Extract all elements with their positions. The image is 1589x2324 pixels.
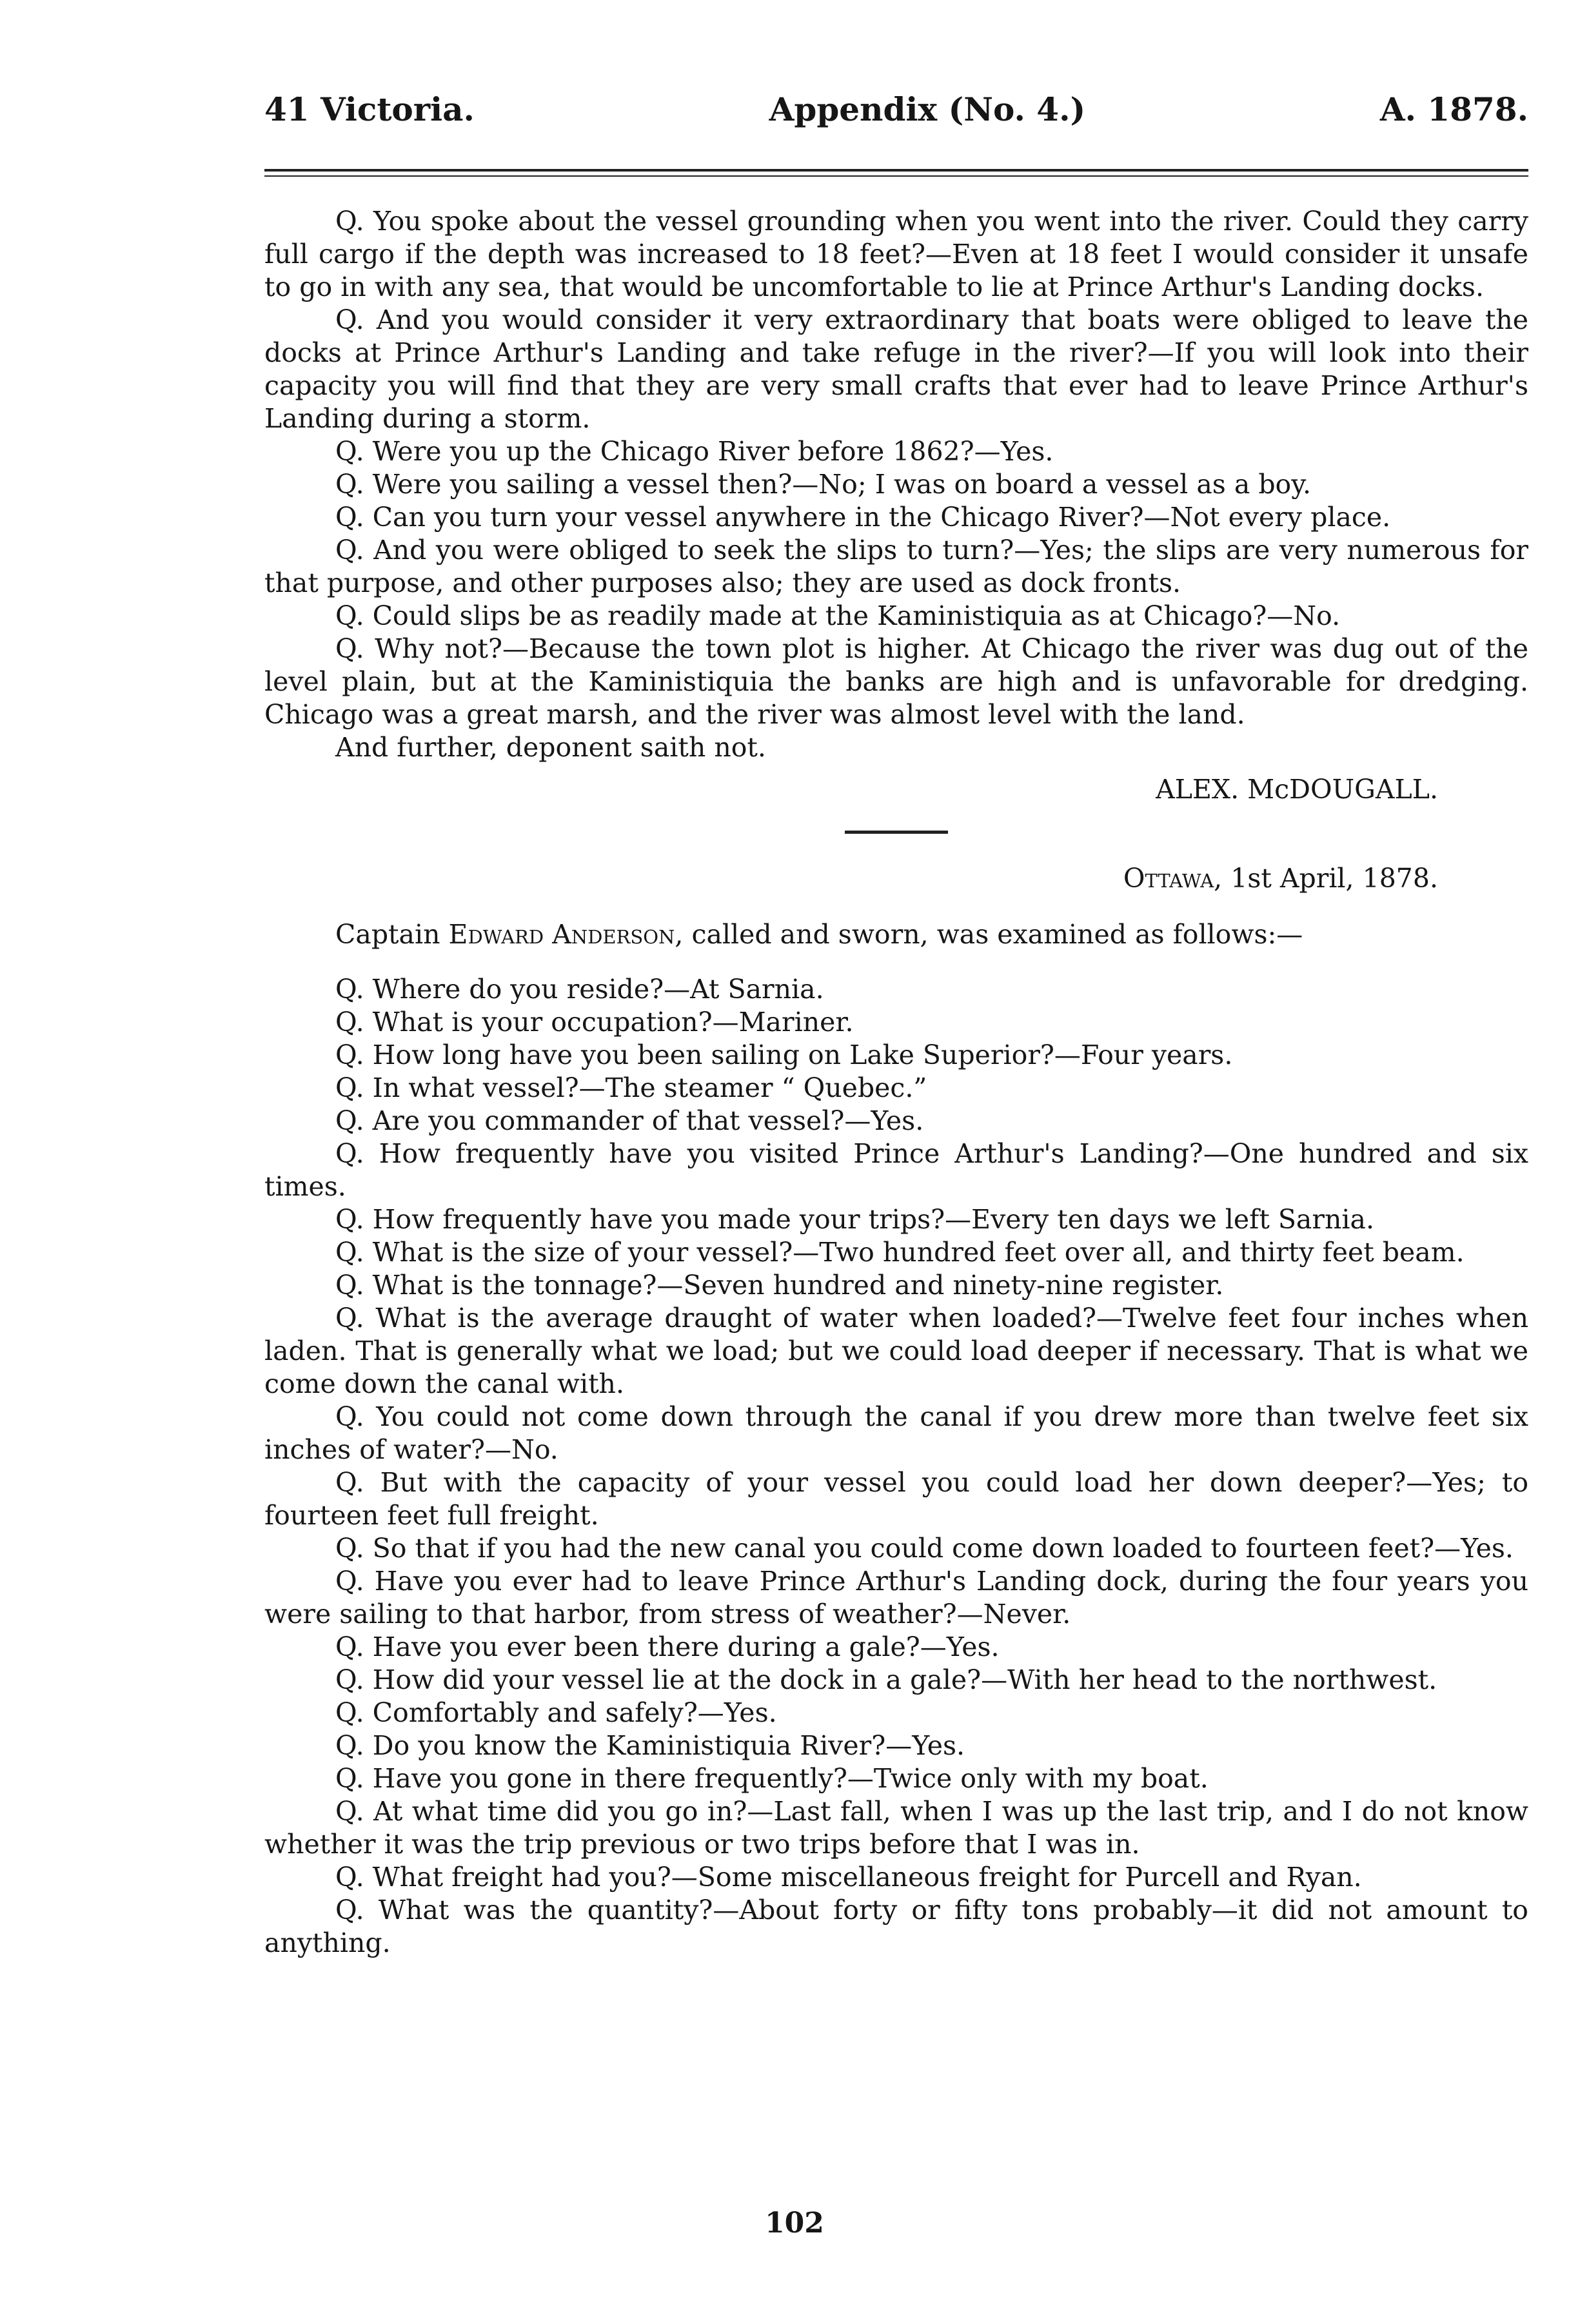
testimony-paragraph: Q. And you would consider it very extraordinary that boats were obliged to leave the docks at Prince Arthur's Landing and take refuge in the river?—If you will look into their capacity you will find that they are very small crafts that ever had to leave Prince Arthur's Landing during a storm.: [264, 304, 1528, 434]
testimony-paragraph: Q. Were you sailing a vessel then?—No; I was on board a vessel as a boy.: [335, 469, 1311, 500]
testimony-paragraph: Q. How did your vessel lie at the dock in a gale?—With her head to the northwest.: [335, 1664, 1437, 1695]
testimony-paragraph: Q. So that if you had the new canal you could come down loaded to fourteen feet?—Yes.: [335, 1533, 1514, 1564]
header-rule-thin: [264, 175, 1528, 177]
testimony-paragraph: Q. Could slips be as readily made at the Kaministiquia as at Chicago?—No.: [335, 600, 1341, 631]
testimony-paragraph: Q. Have you gone in there frequently?—Twice only with my boat.: [335, 1763, 1209, 1794]
closing-statement: And further, deponent saith not.: [335, 732, 766, 763]
testimony-paragraph: Q. Can you turn your vessel anywhere in the Chicago River?—Not every place.: [335, 502, 1391, 533]
dateline-date: 1st April, 1878.: [1230, 863, 1438, 894]
testimony-paragraph: Q. What is the average draught of water when loaded?—Twelve feet four inches when laden. That is generally what we load; but we could load deeper if necessary. That is what we come down the canal with.: [264, 1303, 1528, 1399]
page-number: 102: [765, 2207, 824, 2240]
witness-name: Edward Anderson,: [448, 919, 684, 950]
dateline: [264, 862, 1438, 895]
testimony-paragraph: Q. Have you ever been there during a gale?—Yes.: [335, 1631, 1000, 1662]
testimony-paragraph: Q. How frequently have you made your trips?—Every ten days we left Sarnia.: [335, 1204, 1374, 1235]
testimony-paragraph: Q. How long have you been sailing on Lake Superior?—Four years.: [335, 1039, 1233, 1070]
testimony-paragraph: Q. And you were obliged to seek the slips to turn?—Yes; the slips are very numerous for that purpose, and other purposes also; they are used as dock fronts.: [264, 535, 1528, 598]
anderson-testimony: [264, 973, 1528, 1960]
testimony-paragraph: Q. Where do you reside?—At Sarnia.: [335, 974, 824, 1005]
header-appendix: Appendix (No. 4.): [769, 90, 1086, 128]
witness-intro-text: called and sworn, was examined as follows:—: [691, 919, 1303, 950]
header-year: A. 1878.: [1379, 90, 1528, 128]
testimony-body: [264, 205, 1528, 1960]
testimony-paragraph: Q. How frequently have you visited Prince Arthur's Landing?—One hundred and six times.: [264, 1138, 1528, 1202]
witness-introduction: [264, 918, 1528, 951]
mcdougall-testimony: [264, 205, 1528, 764]
header-rule-thick: [264, 169, 1528, 172]
testimony-paragraph: Q. What was the quantity?—About forty or fifty tons probably—it did not amount to anything.: [264, 1895, 1528, 1958]
testimony-paragraph: Q. What is your occupation?—Mariner.: [335, 1007, 854, 1038]
testimony-paragraph: Q. Comfortably and safely?—Yes.: [335, 1697, 777, 1728]
running-header: [264, 90, 1528, 128]
testimony-paragraph: Q. What freight had you?—Some miscellaneous freight for Purcell and Ryan.: [335, 1862, 1362, 1893]
testimony-paragraph: Q. At what time did you go in?—Last fall, when I was up the last trip, and I do not know whether it was the trip previous or two trips before that I was in.: [264, 1796, 1528, 1860]
testimony-paragraph: Q. Are you commander of that vessel?—Yes.: [335, 1105, 924, 1136]
testimony-paragraph: Q. Were you up the Chicago River before 1862?—Yes.: [335, 436, 1054, 467]
testimony-paragraph: Q. In what vessel?—The steamer “ Quebec.”: [335, 1072, 927, 1103]
testimony-paragraph: Q. You spoke about the vessel grounding when you went into the river. Could they carry full cargo if the depth was increased to 18 feet?—Even at 18 feet I would consider it unsafe to go in with any sea, that would be uncomfortable to lie at Prince Arthur's Landing docks.: [264, 206, 1528, 302]
testimony-paragraph: Q. Have you ever had to leave Prince Arthur's Landing dock, during the four years you were sailing to that harbor, from stress of weather?—Never.: [264, 1566, 1528, 1630]
header-volume: 41 Victoria.: [264, 90, 475, 128]
dateline-place: Ottawa,: [1123, 863, 1223, 894]
testimony-paragraph: Q. What is the size of your vessel?—Two hundred feet over all, and thirty feet beam.: [335, 1237, 1465, 1268]
testimony-paragraph: Q. But with the capacity of your vessel you could load her down deeper?—Yes; to fourteen feet full freight.: [264, 1467, 1528, 1531]
deponent-signature: ALEX. McDOUGALL.: [1156, 774, 1438, 805]
testimony-paragraph: Q. Why not?—Because the town plot is higher. At Chicago the river was dug out of the level plain, but at the Kaministiquia the banks are high and is unfavorable for dredging. Chicago was a great marsh, and the river was almost level with the land.: [264, 633, 1528, 730]
section-divider: [845, 831, 948, 834]
testimony-paragraph: Q. Do you know the Kaministiquia River?—Yes.: [335, 1730, 965, 1761]
testimony-paragraph: Q. What is the tonnage?—Seven hundred and ninety-nine register.: [335, 1270, 1224, 1301]
witness-title: Captain: [335, 919, 440, 950]
testimony-paragraph: Q. You could not come down through the canal if you drew more than twelve feet six inches of water?—No.: [264, 1401, 1528, 1465]
